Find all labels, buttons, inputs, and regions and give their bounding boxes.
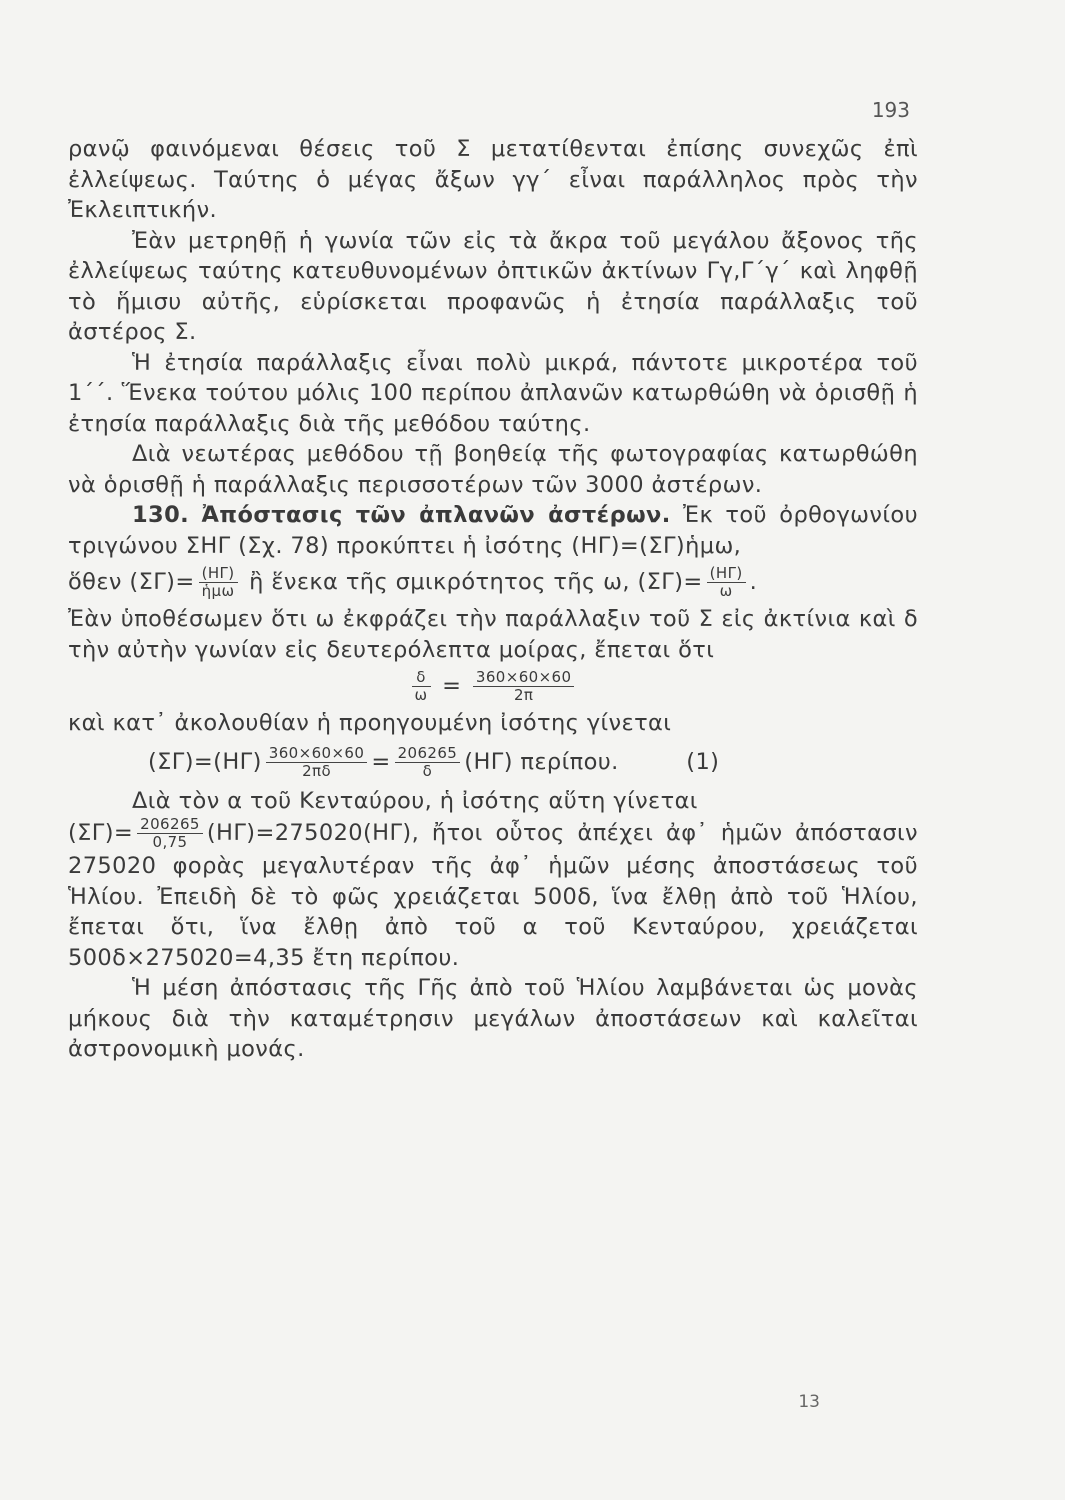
paragraph: Ἐὰν μετρηθῇ ἡ γωνία τῶν εἰς τὰ ἄκρα τοῦ μεγάλου ἄξονος τῆς ἐλλείψεως ταύτης κατευθυνομένων ὀπτικῶν ἀκτίνων Γγ,Γ΄γ΄ καὶ ληφθῇ τὸ ἥμισυ αὐτῆς, εὑρίσκεται προφανῶς ἡ ἐτησία παράλλαξις τοῦ ἀστέρος Σ. (68, 227, 918, 345)
equation-label: (1) (686, 748, 720, 775)
fraction-denominator: ω (719, 582, 733, 600)
fraction-denominator: ω (414, 686, 428, 704)
fraction-numerator: 206265 (137, 816, 203, 834)
formula-line (68, 565, 918, 600)
fraction-numerator: 360×60×60 (473, 669, 575, 687)
formula-text: ἢ ἕνεκα τῆς σμικρότητος τῆς ω, (ΣΓ)= (249, 569, 703, 595)
fraction (473, 669, 575, 704)
fraction-denominator: ἡμω (201, 582, 235, 600)
signature-mark: 13 (798, 1392, 820, 1412)
formula-text: (ΗΓ)=275020(ΗΓ), ἤτοι οὗτος ἀπέχει ἀφ᾿ ἡμῶν ἀπόστασιν 275020 φορὰς μεγαλυτέραν τῆς ἀφ᾿ ἡμῶν μέσης ἀποστάσεως τοῦ Ἡλίου. Ἐπειδὴ δὲ τὸ φῶς χρειάζεται 500δ, ἵνα ἔλθῃ ἀπὸ τοῦ Ἡλίου, ἔπεται ὅτι, ἵνα ἔλθῃ ἀπὸ τοῦ α τοῦ Κενταύρου, χρειάζεται 500δ×275020=4,35 ἔτη περίπου. (68, 820, 918, 971)
paragraph: Ἡ μέση ἀπόστασις τῆς Γῆς ἀπὸ τοῦ Ἡλίου λαμβάνεται ὡς μονὰς μήκους διὰ τὴν καταμέτρησιν μεγάλων ἀποστάσεων καὶ καλεῖται ἀστρονομικὴ μονάς. (68, 975, 918, 1062)
section-paragraph (68, 500, 918, 561)
fraction-numerator: (ΗΓ) (199, 565, 238, 583)
paragraph: Διὰ νεωτέρας μεθόδου τῇ βοηθείᾳ τῆς φωτογραφίας κατωρθώθη νὰ ὁρισθῇ ἡ παράλλαξις περισσοτέρων τῶν 3000 ἀστέρων. (68, 441, 918, 498)
paragraph: ρανῷ φαινόμεναι θέσεις τοῦ Σ μετατίθενται ἐπίσης συνεχῶς ἐπὶ ἐλλείψεως. Ταύτης ὁ μέγας ἄξων γγ΄ εἶναι παράλληλος πρὸς τὴν Ἐκλειπτικήν. (68, 136, 918, 223)
section-heading: Ἀπόστασις τῶν ἀπλανῶν ἀστέρων. (201, 502, 671, 528)
paragraph: Ἐὰν ὑποθέσωμεν ὅτι ω ἐκφράζει τὴν παράλλαξιν τοῦ Σ εἰς ἀκτίνια καὶ δ τὴν αὐτὴν γωνίαν εἰς δευτερόλεπτα μοίρας, ἔπεται ὅτι (68, 606, 918, 663)
formula-text: . (749, 569, 758, 595)
fraction (137, 816, 203, 851)
fraction (707, 565, 746, 600)
equation (68, 745, 918, 780)
fraction-denominator: δ (422, 761, 433, 780)
body-text (68, 134, 918, 1065)
paragraph: Ἡ ἐτησία παράλλαξις εἶναι πολὺ μικρά, πάντοτε μικροτέρα τοῦ 1΄΄. Ἕνεκα τούτου μόλις 100 περίπου ἀπλανῶν κατωρθώθη νὰ ὁρισθῇ ἡ ἐτησία παράλλαξις διὰ τῆς μεθόδου ταύτης. (68, 349, 918, 437)
page-number: 193 (871, 98, 910, 122)
fraction-numerator: 360×60×60 (266, 745, 368, 763)
fraction (199, 565, 238, 600)
fraction-denominator: 0,75 (152, 833, 188, 851)
fraction (395, 745, 461, 780)
section-text: Ἐκ τοῦ ὀρθογωνίου τριγώνου ΣΗΓ (Σχ. 78) προκύπτει ἡ ἰσότης (ΗΓ)=(ΣΓ)ἡμω, (68, 502, 918, 559)
equals-sign: = (442, 673, 462, 699)
formula-text: ὅθεν (ΣΓ)= (68, 569, 195, 595)
fraction-numerator: (ΗΓ) (707, 565, 746, 583)
equals-sign: = (371, 748, 391, 775)
paragraph: καὶ κατ᾿ ἀκολουθίαν ἡ προηγουμένη ἰσότης γίνεται (68, 710, 672, 736)
fraction (266, 745, 368, 780)
formula-text: (ΣΓ)= (68, 820, 134, 846)
paragraph (68, 816, 918, 973)
fraction-numerator: δ (412, 669, 431, 687)
equation (68, 669, 918, 704)
fraction-numerator: 206265 (395, 745, 461, 763)
paragraph: Διὰ τὸν α τοῦ Κενταύρου, ἡ ἰσότης αὕτη γίνεται (132, 787, 698, 814)
fraction-denominator: 2π (513, 686, 534, 704)
formula-text: (ΣΓ)=(ΗΓ) (148, 748, 262, 775)
section-number: 130. (132, 502, 190, 528)
formula-text: (ΗΓ) περίπου. (464, 748, 619, 775)
fraction (412, 669, 431, 704)
fraction-denominator: 2πδ (302, 761, 332, 780)
